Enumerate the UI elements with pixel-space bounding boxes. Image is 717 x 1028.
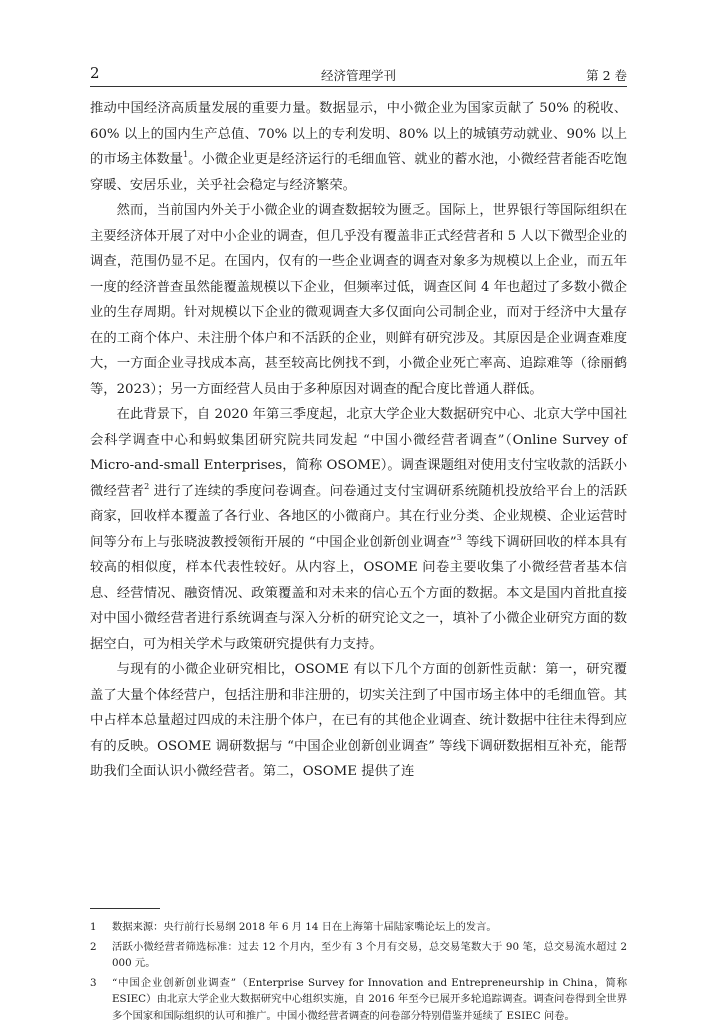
footnote-text: 活跃小微经营者筛选标准：过去 12 个月内，至少有 3 个月有交易，总交易笔数大于 90 笔，总交易流水超过 2 000 元。 (112, 940, 627, 970)
paragraph-text: 推动中国经济高质量发展的重要力量。数据显示，中小微企业为国家贡献了 50% 的税收、60% 以上的国内生产总值、70% 以上的专利发明、80% 以上的城镇劳动就业、90% 以上的市场主体数量 (90, 101, 627, 167)
body-paragraph (90, 96, 627, 198)
footnote-number: 3 (90, 976, 97, 989)
paragraph-text: 等线下调研回收的样本具有较高的相似度，样本代表性较好。从内容上，OSOME 问卷主要收集了小微经营者基本信息、经营情况、融资情况、政策覆盖和对未来的信心五个方面的数据。本文是国内首批直接对中国小微经营者进行系统调查与深入分析的研究论文之一，填补了小微企业研究方面的数据空白，可为相关学术与政策研究提供有力支持。 (90, 534, 627, 652)
paragraph-text: 与现有的小微企业研究相比，OSOME 有以下几个方面的创新性贡献：第一，研究覆盖了大量个体经营户，包括注册和非注册的，切实关注到了中国市场主体中的毛细血管。其中占样本总量超过四成的未注册个体户，在已有的其他企业调查、统计数据中往往未得到应有的反映。OSOME 调研数据与 “中国企业创新创业调查” 等线下调研数据相互补充，能帮助我们全面认识小微经营者。第二，OSOME 提供了连 (90, 662, 627, 779)
paragraph-text: 在此背景下，自 2020 年第三季度起，北京大学企业大数据研究中心、北京大学中国社会科学调查中心和蚂蚁集团研究院共同发起 “中国小微经营者调查”（Online Survey of Micro-and-small Enterprises，简称 OSOME）。调查课题组对使用支付宝收款的活跃小微经营者 (90, 407, 627, 499)
footnote-text: “中国企业创新创业调查”（Enterprise Survey for Innovation and Entrepreneurship in China，简称 ESIEC）由北京大学企业大数据研究中心组织实施，自 2016 年至今已展开多轮追踪调查。调查问卷得到全世界多个国家和国际组织的认可和推广。中国小微经营者调查的问卷部分特别借鉴并延续了 ESIEC 问卷。 (112, 976, 627, 1022)
paragraph-text: 进行了连续的季度问卷调查。问卷通过支付宝调研系统随机投放给平台上的活跃商家，回收样本覆盖了各行业、各地区的小微商户。其在行业分类、企业规模、企业运营时间等分布上与张晓波教授领衔开展的 “中国企业创新创业调查” (90, 483, 627, 550)
body-paragraph (90, 198, 627, 402)
page-number: 2 (90, 64, 100, 82)
footnote-marker: 2 (144, 481, 150, 491)
footnote-marker: 1 (183, 150, 189, 159)
footnote-separator (90, 908, 160, 909)
running-header (90, 62, 627, 87)
footnotes (90, 919, 627, 1028)
volume-label: 第 2 卷 (586, 68, 627, 83)
footnote-marker: 3 (456, 532, 462, 542)
paragraph-text: 然而，当前国内外关于小微企业的调查数据较为匮乏。国际上，世界银行等国际组织在主要经济体开展了对中小企业的调查，但几乎没有覆盖非正式经营者和 5 人以下微型企业的调查，范围仍显不足。在国内，仅有的一些企业调查的调查对象多为规模以上企业，而五年一度的经济普查虽然能覆盖规模以下企业，但频率过低，调查区间 4 年也超过了多数小微企业的生存周期。针对规模以下企业的微观调查大多仅面向公司制企业，而对于经济中大量存在的工商个体户、未注册个体户和不活跃的企业，则鲜有研究涉及。其原因是企业调查难度大，一方面企业寻找成本高，甚至较高比例找不到，小微企业死亡率高、追踪难等（徐丽鹤等，2023）；另一方面经营人员由于多种原因对调查的配合度比普通人群低。 (90, 203, 627, 397)
footnote (90, 919, 627, 936)
footnote-number: 1 (90, 921, 97, 933)
body-paragraph (90, 402, 627, 657)
footnote (90, 975, 627, 1025)
journal-title: 经济管理学刊 (320, 68, 396, 83)
footnote-text: 数据来源：央行前行长易纲 2018 年 6 月 14 日在上海第十届陆家嘴论坛上的发言。 (112, 921, 497, 933)
body-text (90, 96, 627, 785)
body-paragraph (90, 657, 627, 785)
footnote (90, 939, 627, 972)
footnote-number: 2 (90, 940, 97, 953)
paragraph-text: 。小微企业更是经济运行的毛细血管、就业的蓄水池，小微经营者能否吃饱穿暖、安居乐业，关乎社会稳定与经济繁荣。 (90, 152, 628, 193)
